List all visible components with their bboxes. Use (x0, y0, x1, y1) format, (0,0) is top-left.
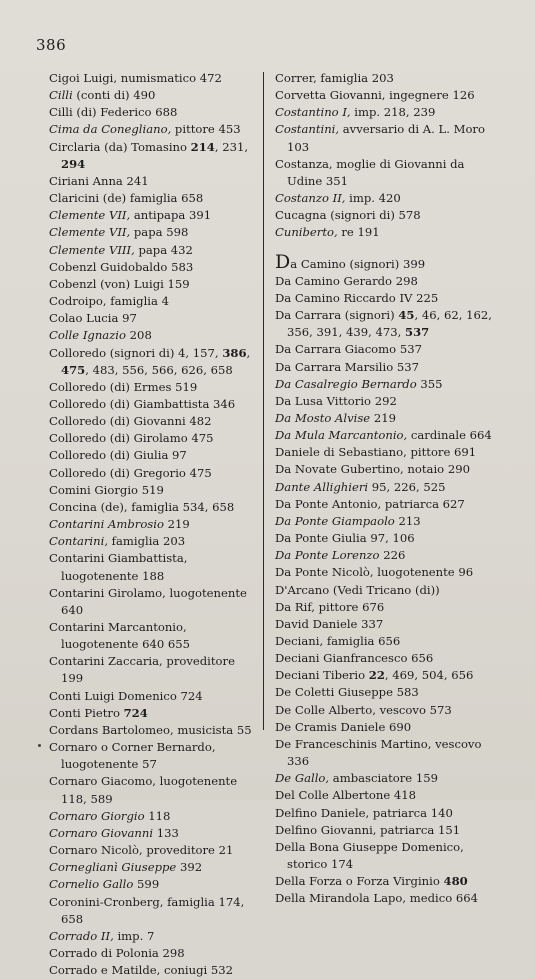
index-entry (49, 722, 256, 739)
index-entry (275, 547, 495, 564)
index-entry (49, 242, 256, 259)
entry-text: imp. 7 (113, 928, 155, 943)
entry-text: Contarini Marcantonio, luogotenente 640 655 (49, 620, 191, 652)
index-entry (49, 345, 256, 379)
entry-text: 226 (379, 548, 406, 563)
entry-text: Dante Allighieri (275, 479, 369, 494)
index-entry (49, 688, 256, 705)
index-entry (275, 530, 495, 547)
entry-text: cardinale 664 (407, 428, 492, 443)
index-entry (275, 582, 495, 599)
page-number: 386 (36, 36, 67, 54)
entry-text: Corrado II, (49, 928, 114, 943)
entry-text: Deciani Tiberio (275, 668, 369, 683)
entry-text: Comini Giorgio 519 (49, 482, 164, 497)
entry-text: (conti di) 490 (72, 88, 156, 103)
entry-text: 599 (133, 877, 160, 892)
entry-text: Colao Lucia 97 (49, 311, 137, 326)
entry-text: Colle Ignazio (49, 328, 126, 343)
index-entry (49, 413, 256, 430)
entry-text: papa 598 (130, 225, 189, 240)
entry-text: 208 (126, 328, 152, 343)
index-entry (275, 444, 495, 461)
index-entry (49, 859, 256, 876)
index-entry (49, 585, 256, 619)
index-entry (49, 139, 256, 173)
entry-text: Cilli (di) Federico 688 (49, 105, 178, 120)
entry-text: Da Novate Gubertino, notaio 290 (275, 462, 470, 477)
index-entry (49, 430, 256, 447)
entry-text: Correr, famiglia 203 (275, 71, 394, 85)
index-entry (49, 825, 256, 842)
entry-text: 219 (163, 517, 190, 532)
index-entry (49, 276, 256, 293)
entry-text: Contarini Zaccaria, proveditore 199 (49, 654, 235, 686)
entry-text: Colloredo (di) Giovanni 482 (49, 414, 212, 429)
entry-text: imp. 420 (345, 191, 401, 206)
index-entry (49, 327, 256, 344)
index-entry (275, 121, 495, 155)
entry-text: Cornaro Giacomo, luogotenente 118, 589 (49, 774, 238, 806)
index-entry (275, 250, 495, 273)
entry-text: Della Mirandola Lapo, medico 664 (275, 891, 479, 906)
entry-text: Contarini Ambrosio (49, 517, 164, 532)
entry-text: Da Ponte Antonio, patriarca 627 (275, 496, 465, 511)
index-entry (275, 70, 495, 87)
entry-text: Da Ponte Giampaolo (275, 513, 395, 528)
entry-text: 386 (222, 345, 247, 360)
entry-text: , 46, 62, 162, 356, 391, 439, 473, (287, 308, 492, 340)
entry-text: antipapa 391 (130, 208, 212, 223)
entry-text: re 191 (337, 225, 380, 240)
index-entry (275, 633, 495, 650)
index-entry (275, 427, 495, 444)
index-entry (275, 479, 495, 496)
entry-text: Cornaro Giorgio (49, 808, 145, 823)
entry-text: Circlaria (da) Tomasino (49, 139, 191, 154)
index-entry (275, 787, 495, 804)
entry-text: Conti Pietro (49, 705, 124, 720)
index-entry (49, 533, 256, 550)
entry-text: Da Casalregio Bernardo (275, 376, 417, 391)
entry-text: Della Bona Giuseppe Domenico, storico 174 (275, 839, 464, 872)
entry-text: Cordans Bartolomeo, musicista 55 (49, 722, 252, 737)
entry-text: Colloredo (di) Ermes 519 (49, 379, 198, 394)
entry-text: 22 (368, 668, 385, 683)
entry-text: , 483, 556, 566, 626, 658 (85, 362, 233, 377)
entry-text: Claricini (de) famiglia 658 (49, 191, 204, 206)
index-entry (49, 70, 256, 87)
index-entry (49, 224, 256, 241)
entry-text: Da Carrara Marsilio 537 (275, 359, 420, 374)
index-entry (49, 310, 256, 327)
index-entry (275, 307, 495, 341)
entry-text: a Camino (signori) 399 (290, 256, 426, 271)
entry-text: Ciriani Anna 241 (49, 173, 149, 188)
index-entry (49, 87, 256, 104)
index-entry (49, 207, 256, 224)
entry-text: Corrado e Matilde, coniugi 532 (49, 963, 234, 978)
entry-text: Clemente VII, (49, 208, 131, 223)
entry-text: 392 (176, 860, 203, 875)
entry-text: Da Carrara (signori) (275, 308, 399, 323)
entry-text: Delfino Daniele, patriarca 140 (275, 805, 453, 820)
index-entry (275, 496, 495, 513)
column-divider (263, 72, 264, 730)
index-entry (275, 87, 495, 104)
index-entry (275, 290, 495, 307)
index-entry (275, 156, 495, 190)
entry-text: 219 (370, 410, 396, 425)
entry-text: 133 (153, 825, 179, 840)
entry-text: 355 (416, 376, 443, 391)
index-entry (275, 684, 495, 701)
index-entry (275, 719, 495, 736)
index-entry (49, 516, 256, 533)
entry-text: Colloredo (di) Giulia 97 (49, 448, 187, 463)
entry-text: Deciani Gianfrancesco 656 (275, 651, 434, 666)
entry-text: famiglia 203 (108, 534, 186, 549)
entry-text: Da Mula Marcantonio, (275, 428, 408, 443)
entry-text: Colloredo (di) Gregorio 475 (49, 465, 212, 480)
index-entry (49, 808, 256, 825)
entry-text: Del Colle Albertone 418 (275, 788, 417, 803)
entry-text: Cima da Conegliano, (49, 122, 172, 137)
entry-text: Deciani, famiglia 656 (275, 634, 401, 648)
ink-speck (38, 744, 41, 747)
entry-text: papa 432 (134, 242, 193, 257)
index-entry (275, 190, 495, 207)
index-entry (49, 104, 256, 121)
entry-text: Contarini, (49, 534, 108, 549)
entry-text: Costanzo II, (275, 191, 346, 206)
index-entry (275, 667, 495, 684)
entry-text: 480 (443, 874, 468, 889)
index-entry (275, 890, 495, 907)
index-entry (275, 410, 495, 427)
entry-text: 214 (190, 139, 215, 154)
entry-text: 724 (123, 705, 148, 720)
index-entry (275, 805, 495, 822)
index-entry (49, 499, 256, 516)
index-entry (275, 341, 495, 358)
entry-text: Da Carrara Giacomo 537 (275, 342, 422, 357)
entry-text: Corvetta Giovanni, ingegnere 126 (275, 88, 475, 103)
entry-text: Cobenzl Guidobaldo 583 (49, 259, 194, 274)
entry-text: 537 (405, 325, 430, 340)
index-entry (49, 259, 256, 276)
entry-text: David Daniele 337 (275, 616, 384, 631)
index-entry (49, 842, 256, 859)
index-entry (49, 619, 256, 653)
entry-text: avversario di A. L. Moro 103 (287, 122, 485, 154)
entry-text: De Franceschinis Martino, vescovo 336 (275, 736, 482, 769)
entry-text: , 231, (214, 139, 249, 154)
index-entry (275, 224, 495, 241)
index-column-right (275, 70, 495, 908)
entry-text: Da Ponte Lorenzo (275, 548, 380, 563)
entry-text: Della Forza o Forza Virginio (275, 874, 444, 889)
index-entry (49, 396, 256, 413)
entry-text: De Coletti Giuseppe 583 (275, 685, 419, 700)
entry-text: Cornelio Gallo (49, 877, 134, 892)
index-entry (275, 376, 495, 393)
entry-text: Cuniberto, (275, 225, 338, 240)
index-entry (49, 653, 256, 687)
index-entry (275, 702, 495, 719)
index-entry (49, 173, 256, 190)
entry-text: 45 (398, 308, 415, 323)
entry-text: 294 (61, 156, 86, 171)
entry-text: 213 (394, 513, 421, 528)
entry-text: Coronini-Cronberg, famiglia 174, 658 (49, 894, 245, 926)
index-entry (275, 359, 495, 376)
entry-text: Corneglianì Giuseppe (49, 860, 177, 875)
index-entry (275, 839, 495, 873)
entry-text: Concina (de), famiglia 534, 658 (49, 499, 235, 514)
index-entry (49, 465, 256, 482)
entry-text: Cornaro o Corner Bernardo, luogotenente 57 (49, 740, 216, 772)
entry-text: Clemente VII, (49, 225, 131, 240)
entry-text: Cobenzl (von) Luigi 159 (49, 276, 190, 291)
index-entry (49, 705, 256, 722)
index-entry (275, 461, 495, 478)
entry-text: Da Lusa Vittorio 292 (275, 393, 397, 408)
index-entry (49, 876, 256, 893)
index-entry (49, 482, 256, 499)
index-entry (49, 293, 256, 310)
entry-text: Colloredo (di) Girolamo 475 (49, 431, 214, 446)
entry-text: Contarini Giambattista, luogotenente 188 (49, 551, 188, 583)
index-entry (49, 894, 256, 928)
entry-text: Daniele di Sebastiano, pittore 691 (275, 445, 477, 460)
entry-text: Da Ponte Nicolò, luogotenente 96 (275, 565, 474, 580)
entry-text: Codroipo, famiglia 4 (49, 294, 169, 309)
entry-text: pittore 453 (171, 122, 241, 137)
entry-text: Da Ponte Giulia 97, 106 (275, 531, 415, 546)
entry-text: D'Arcano (Vedi Tricano (di)) (275, 582, 440, 597)
index-entry (275, 513, 495, 530)
entry-text: Cilli (49, 88, 73, 103)
entry-text: ambasciatore 159 (329, 771, 438, 786)
entry-text: D (275, 250, 291, 273)
entry-text: Da Mosto Alvise (275, 410, 371, 425)
index-entry (49, 962, 256, 979)
entry-text: Corrado di Polonia 298 (49, 945, 185, 960)
index-entry (275, 873, 495, 890)
entry-text: Da Camino Gerardo 298 (275, 273, 418, 288)
entry-text: Contarini Girolamo, luogotenente 640 (49, 585, 247, 617)
entry-text: Conti Luigi Domenico 724 (49, 688, 203, 703)
index-entry (49, 447, 256, 464)
entry-text: Colloredo (di) Giambattista 346 (49, 396, 236, 411)
index-entry (49, 739, 256, 773)
entry-text: Cigoi Luigi, numismatico 472 (49, 71, 222, 85)
entry-text: De Cramis Daniele 690 (275, 719, 412, 734)
entry-text: Costantini, (275, 122, 340, 137)
entry-text: Colloredo (signori di) 4, 157, (49, 345, 223, 360)
index-entry (275, 393, 495, 410)
index-entry (275, 736, 495, 770)
index-entry (275, 822, 495, 839)
index-entry (275, 564, 495, 581)
index-entry (275, 770, 495, 787)
index-entry (49, 550, 256, 584)
entry-text: 95, 226, 525 (368, 479, 446, 494)
index-column-left (49, 70, 256, 979)
entry-text: , 469, 504, 656 (384, 668, 474, 683)
index-entry (275, 599, 495, 616)
entry-text: Cornaro Giovanni (49, 825, 154, 840)
index-entry (49, 928, 256, 945)
index-entry (49, 379, 256, 396)
entry-text: Cornaro Nicolò, proveditore 21 (49, 843, 234, 858)
index-entry (275, 207, 495, 224)
index-entry (49, 121, 256, 138)
entry-text: De Colle Alberto, vescovo 573 (275, 702, 452, 717)
index-entry (275, 616, 495, 633)
entry-text: imp. 218, 239 (350, 105, 436, 120)
entry-text: 118 (144, 808, 171, 823)
index-entry (49, 190, 256, 207)
entry-text: , (246, 345, 251, 360)
entry-text: Costanza, moglie di Giovanni da Udine 351 (275, 156, 465, 188)
entry-text: De Gallo, (275, 771, 330, 786)
entry-text: 475 (61, 362, 86, 377)
entry-text: Da Camino Riccardo IV 225 (275, 290, 439, 305)
index-entry (275, 650, 495, 667)
entry-text: Delfino Giovanni, patriarca 151 (275, 822, 461, 837)
index-entry (49, 773, 256, 807)
entry-text: Costantino I, (275, 105, 351, 120)
index-entry (275, 273, 495, 290)
entry-text: Cucagna (signori di) 578 (275, 208, 421, 223)
index-entry (49, 945, 256, 962)
entry-text: Da Rif, pittore 676 (275, 599, 385, 614)
entry-text: Clemente VIII, (49, 242, 135, 257)
index-entry (275, 104, 495, 121)
